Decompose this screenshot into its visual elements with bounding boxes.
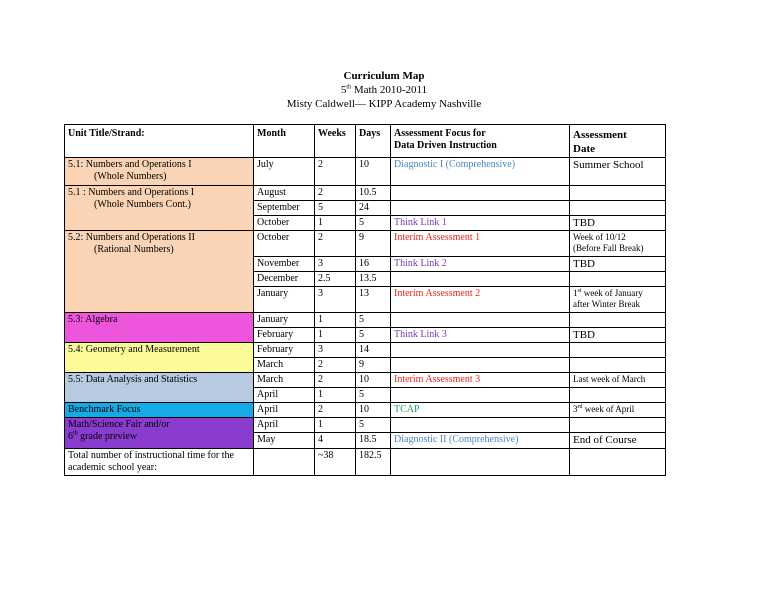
month-cell: August [254, 186, 315, 201]
focus-cell: TCAP [391, 403, 570, 418]
month-cell: October [254, 231, 315, 257]
days-cell: 9 [356, 358, 391, 373]
days-cell: 5 [356, 328, 391, 343]
totals-date [570, 449, 666, 476]
date-cell: TBD [570, 216, 666, 231]
date-cell: Last week of March [570, 373, 666, 388]
month-cell: December [254, 272, 315, 287]
weeks-cell: 2 [315, 403, 356, 418]
focus-cell: Think Link 2 [391, 257, 570, 272]
focus-cell: Interim Assessment 1 [391, 231, 570, 257]
date-cell [570, 272, 666, 287]
focus-cell: Diagnostic I (Comprehensive) [391, 158, 570, 186]
date-cell [570, 186, 666, 201]
totals-label: Total number of instructional time for the academic school year: [65, 449, 254, 476]
month-cell: September [254, 201, 315, 216]
table-row [65, 403, 666, 418]
unit-fair: Math/Science Fair and/or 6th grade preview [65, 418, 254, 449]
table-row [65, 313, 666, 328]
date-cell [570, 201, 666, 216]
totals-weeks: ~38 [315, 449, 356, 476]
col-days: Days [356, 125, 391, 158]
curriculum-table [64, 124, 666, 476]
weeks-cell: 1 [315, 328, 356, 343]
weeks-cell: 3 [315, 343, 356, 358]
focus-cell [391, 343, 570, 358]
col-date: Assessment Date [570, 125, 666, 158]
date-cell: 3rd week of April [570, 403, 666, 418]
weeks-cell: 2 [315, 373, 356, 388]
focus-cell [391, 272, 570, 287]
weeks-cell: 5 [315, 201, 356, 216]
unit-5-4: 5.4: Geometry and Measurement [65, 343, 254, 373]
days-cell: 5 [356, 388, 391, 403]
month-cell: November [254, 257, 315, 272]
table-row [65, 231, 666, 257]
date-cell [570, 358, 666, 373]
month-cell: April [254, 403, 315, 418]
weeks-cell: 1 [315, 418, 356, 433]
teacher-school: Misty Caldwell— KIPP Academy Nashville [286, 98, 482, 110]
focus-cell [391, 388, 570, 403]
weeks-cell: 1 [315, 313, 356, 328]
month-cell: January [254, 313, 315, 328]
totals-month [254, 449, 315, 476]
days-cell: 10 [356, 373, 391, 388]
col-focus: Assessment Focus for Data Driven Instruction [391, 125, 570, 158]
totals-row [65, 449, 666, 476]
focus-cell: Think Link 1 [391, 216, 570, 231]
document-title: Curriculum Map [343, 70, 425, 82]
grade: 5 [340, 84, 347, 96]
date-cell: TBD [570, 257, 666, 272]
month-cell: March [254, 373, 315, 388]
totals-days: 182.5 [356, 449, 391, 476]
month-cell: July [254, 158, 315, 186]
table-header-row [65, 125, 666, 158]
weeks-cell: 1 [315, 216, 356, 231]
unit-benchmark: Benchmark Focus [65, 403, 254, 418]
grade-subject-year [0, 83, 768, 97]
days-cell: 10 [356, 403, 391, 418]
date-cell: End of Course [570, 433, 666, 449]
table-row [65, 373, 666, 388]
days-cell: 5 [356, 418, 391, 433]
table-row [65, 418, 666, 433]
weeks-cell: 1 [315, 388, 356, 403]
date-cell: 1st week of January after Winter Break [570, 287, 666, 313]
table-row [65, 186, 666, 201]
date-cell: Week of 10/12 (Before Fall Break) [570, 231, 666, 257]
weeks-cell: 3 [315, 287, 356, 313]
focus-cell [391, 358, 570, 373]
month-cell: April [254, 418, 315, 433]
weeks-cell: 4 [315, 433, 356, 449]
date-cell [570, 418, 666, 433]
grade-suffix: th [346, 84, 352, 91]
col-weeks: Weeks [315, 125, 356, 158]
document-header [0, 69, 768, 111]
unit-5-1: 5.1: Numbers and Operations I (Whole Numbers) [65, 158, 254, 186]
date-cell [570, 388, 666, 403]
days-cell: 24 [356, 201, 391, 216]
date-cell [570, 343, 666, 358]
weeks-cell: 2 [315, 231, 356, 257]
days-cell: 18.5 [356, 433, 391, 449]
unit-5-3: 5.3: Algebra [65, 313, 254, 343]
days-cell: 13.5 [356, 272, 391, 287]
month-cell: February [254, 328, 315, 343]
weeks-cell: 2.5 [315, 272, 356, 287]
days-cell: 10 [356, 158, 391, 186]
month-cell: October [254, 216, 315, 231]
focus-cell [391, 313, 570, 328]
days-cell: 16 [356, 257, 391, 272]
subject-year: Math 2010-2011 [353, 84, 428, 96]
days-cell: 13 [356, 287, 391, 313]
focus-cell [391, 418, 570, 433]
days-cell: 5 [356, 216, 391, 231]
focus-cell: Interim Assessment 3 [391, 373, 570, 388]
focus-cell: Diagnostic II (Comprehensive) [391, 433, 570, 449]
table-row [65, 158, 666, 186]
month-cell: April [254, 388, 315, 403]
focus-cell [391, 201, 570, 216]
unit-5-2: 5.2: Numbers and Operations II (Rational Numbers) [65, 231, 254, 313]
date-cell: Summer School [570, 158, 666, 186]
date-cell: TBD [570, 328, 666, 343]
month-cell: March [254, 358, 315, 373]
unit-5-1-cont: 5.1 : Numbers and Operations I (Whole Numbers Cont.) [65, 186, 254, 231]
weeks-cell: 2 [315, 158, 356, 186]
weeks-cell: 2 [315, 186, 356, 201]
col-unit: Unit Title/Strand: [65, 125, 254, 158]
date-cell [570, 313, 666, 328]
focus-cell: Think Link 3 [391, 328, 570, 343]
weeks-cell: 2 [315, 358, 356, 373]
unit-5-5: 5.5: Data Analysis and Statistics [65, 373, 254, 403]
month-cell: May [254, 433, 315, 449]
col-month: Month [254, 125, 315, 158]
days-cell: 9 [356, 231, 391, 257]
totals-focus [391, 449, 570, 476]
table-row [65, 343, 666, 358]
focus-cell: Interim Assessment 2 [391, 287, 570, 313]
days-cell: 5 [356, 313, 391, 328]
focus-cell [391, 186, 570, 201]
month-cell: February [254, 343, 315, 358]
days-cell: 10.5 [356, 186, 391, 201]
days-cell: 14 [356, 343, 391, 358]
weeks-cell: 3 [315, 257, 356, 272]
month-cell: January [254, 287, 315, 313]
